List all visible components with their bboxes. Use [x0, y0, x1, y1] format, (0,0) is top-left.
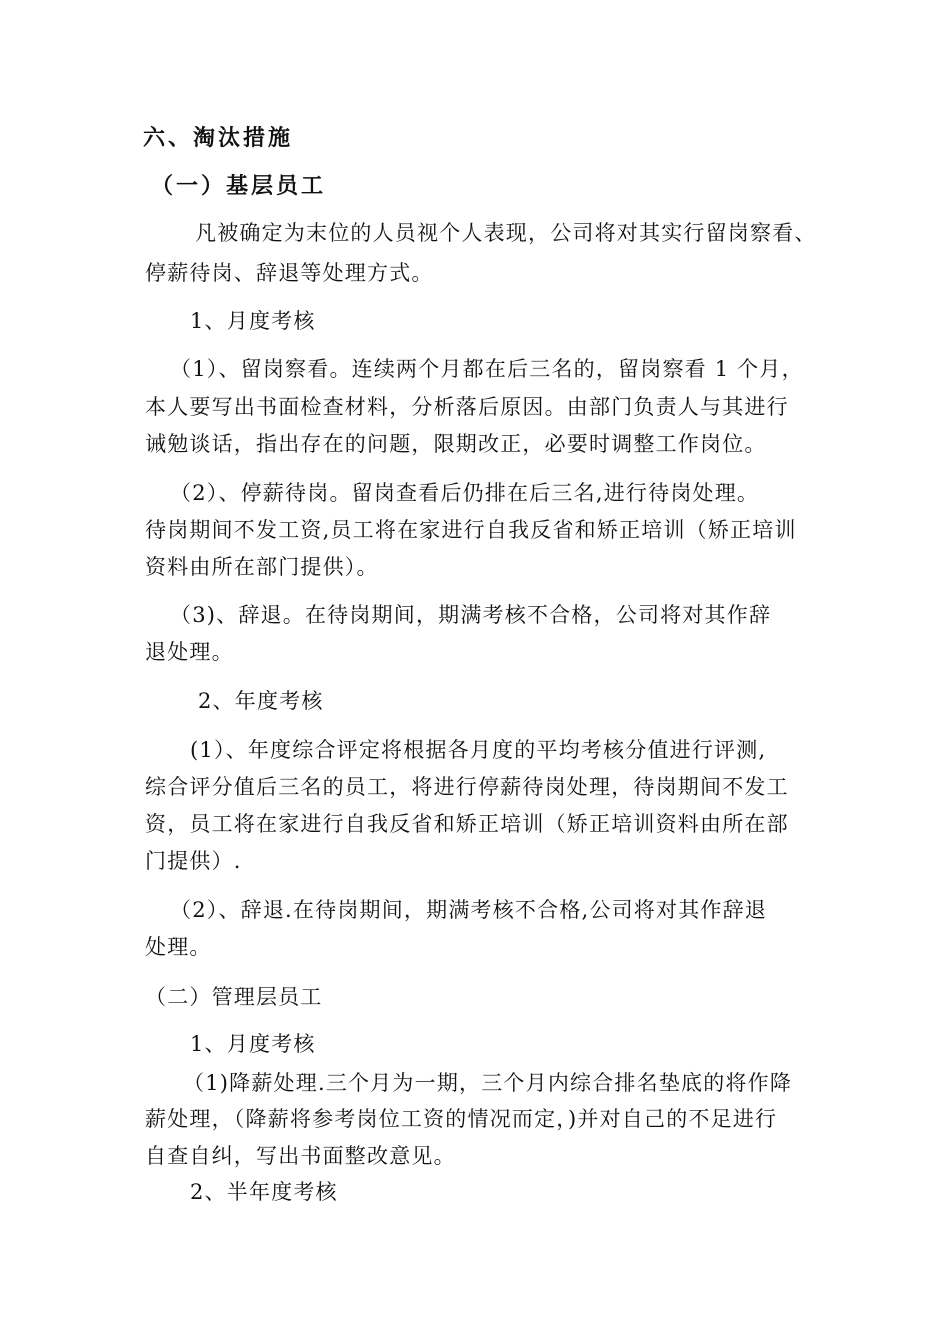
annual-item2-line-2: 处理。 [145, 935, 212, 959]
subsection-heading-management: （二）管理层员工 [145, 985, 323, 1009]
annual-review-heading: 2、年度考核 [198, 689, 324, 713]
monthly-item1-line-2: 本人要写出书面检查材料，分析落后原因。由部门负责人与其进行 [145, 395, 789, 419]
monthly-item3-line-2: 退处理。 [145, 640, 234, 664]
annual-item2-line-1: （2）、辞退.在待岗期间，期满考核不合格,公司将对其作辞退 [170, 898, 768, 922]
annual-item1-line-3: 资，员工将在家进行自我反省和矫正培训（矫正培训资料由所在部 [145, 812, 789, 836]
mgmt-monthly-item1-line-2: 薪处理，（降薪将参考岗位工资的情况而定，)并对自己的不足进行 [145, 1107, 778, 1131]
mgmt-halfyear-review-heading: 2、半年度考核 [190, 1180, 338, 1204]
section-heading: 六、淘汰措施 [143, 125, 294, 151]
monthly-item1-line-1: （1）、留岗察看。连续两个月都在后三名的，留岗察看 1 个月， [170, 357, 804, 381]
mgmt-monthly-item1-line-3: 自查自纠，写出书面整改意见。 [145, 1144, 456, 1168]
mgmt-monthly-review-heading: 1、月度考核 [190, 1032, 316, 1056]
monthly-item1-line-3: 诫勉谈话，指出存在的问题，限期改正，必要时调整工作岗位。 [145, 432, 767, 456]
subsection-heading-basic-staff: （一）基层员工 [151, 173, 327, 199]
annual-item1-line-1: (1）、年度综合评定将根据各月度的平均考核分值进行评测, [190, 738, 767, 762]
monthly-item2-line-1: （2）、停薪待岗。留岗查看后仍排在后三名,进行待岗处理。 [170, 481, 760, 505]
monthly-item3-line-1: （3)、辞退。在待岗期间，期满考核不合格，公司将对其作辞 [170, 603, 772, 627]
mgmt-monthly-item1-line-1: （1)降薪处理.三个月为一期，三个月内综合排名垫底的将作降 [183, 1071, 793, 1095]
monthly-item2-line-2: 待岗期间不发工资,员工将在家进行自我反省和矫正培训（矫正培训 [145, 518, 797, 542]
monthly-review-heading: 1、月度考核 [190, 309, 316, 333]
annual-item1-line-2: 综合评分值后三名的员工，将进行停薪待岗处理，待岗期间不发工 [145, 775, 789, 799]
annual-item1-line-4: 门提供）. [145, 849, 242, 873]
monthly-item2-line-3: 资料由所在部门提供）。 [145, 555, 379, 579]
intro-line-1: 凡被确定为末位的人员视个人表现，公司将对其实行留岗察看、 [195, 221, 817, 245]
intro-line-2: 停薪待岗、辞退等处理方式。 [145, 261, 434, 285]
